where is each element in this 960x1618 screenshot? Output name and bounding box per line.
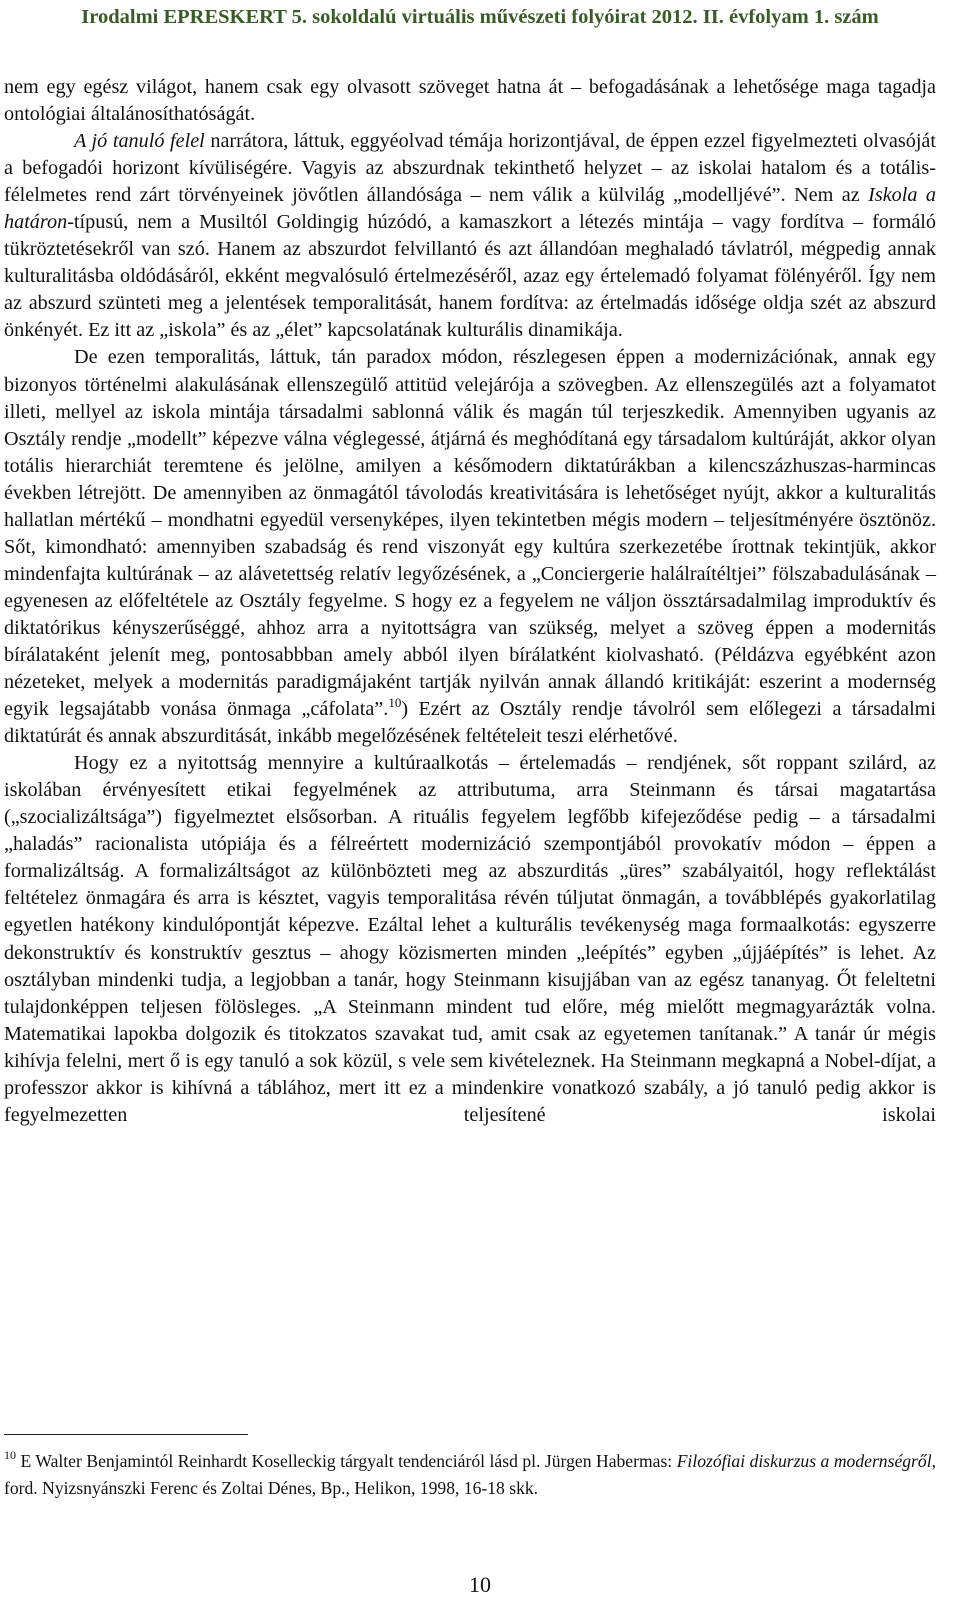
footnote-body: , ford. Nyizsnyánszki Ferenc és Zoltai Dénes, Bp., Helikon, 1998, 16-18 skk. bbox=[4, 1451, 936, 1498]
paragraph-text: De ezen temporalitás, láttuk, tán paradox módon, részlegesen éppen a modernizációnak, annak egy bizonyos történelmi alakulásának ellenszegülő attitüd velejárója a szövegben. Az ellenszegülés azt a folyamatot illeti, mellyel az iskola mintája társadalmi sablonná válik és magán túl terjeszkedik. Amennyiben ugyanis az Osztály rendje „modellt” képezve válna véglegessé, átjárná és meghódítaná egy társadalom kultúráját, akkor olyan totális hierarchiát teremtene és jelölne, amilyen a későmodern diktatúrákban a kilencszázhuszas-harmincas években létrejött. De amennyiben az önmagától távolodás kreativitására is lehetőséget nyújt, akkor a kulturalitás hallatlan mértékű – mondhatni egyedül versenyképes, ilyen tekintetben mégis modern – teljesítményére ösztönöz. Sőt, kimondható: amennyiben szabadság és rend viszonyát egy kultúra szerkezetébe írottnak tekintjük, akkor mindenfajta kultúrának – az alávetettség relatív legyőzésének, a „Conciergerie halálraítéltjei” fölszabadulásának – egyenesen az előfeltétele az Osztály fegyelme. S hogy ez a fegyelem ne váljon össztársadalmilag improduktív és diktatórikus kényszerűséggé, ahhoz arra a nyitottságra van szükség, melyet a szöveg éppen a modernitás bírálataként jelenít meg, pontosabbban amely abból ilyen bírálatként kiolvasható. (Példázva egyébként azon nézeteket, melyek a modernitás paradigmájaként tartják nyilván annak állandó kritikáját: eszerint a modernség egyik legsajátabb vonása önmaga „cáfolata”. bbox=[4, 346, 936, 721]
cited-work-title: Filozófiai diskurzus a modernségről bbox=[676, 1451, 932, 1471]
paragraph-text: Hogy ez a nyitottság mennyire a kultúraalkotás – értelemadás – rendjének, sőt roppant szilárd, az iskolában érvényesített etikai fegyelmének az attributuma, arra Steinmann és társai magatartása („szocializáltsága”) figyelmeztet elsősorban. A rituális fegyelem legfőbb kifejeződése pedig – a társadalmi „haladás” racionalista utópiája és a félreértett modernizáció szempontjából provokatív módon – éppen a formalizáltság. A formalizáltságot az különbözteti meg az abszurditás „üres” szabályaitól, hogy reflektálást feltételez önmagára és arra is késztet, vagyis temporalitása révén túljutat önmagán, a továbblépés gyakorlatilag egyetlen hatékony kindulópontját képezve. Ezáltal lehet a kulturális tevékenység maga formaalkotás: egyszerre dekonstruktív és konstruktív gesztus – ahogy közismerten minden „leépítés” egyben „újjáépítés” is lehet. Az osztályban mindenki tudja, a legjobban a tanár, hogy Steinmann kisujjában van az egész tananyag. Őt feleltetni tulajdonképpen teljesen fölösleges. „A Steinmann mindent tud előre, még mielőtt megmagyarázták volna. Matematikai lapokba dolgozik és titokzatos szavakat tud, amit csak az egyetemen tanítanak.” A tanár úr mégis kihívja felelni, mert ő is egy tanuló a sok közül, s vele sem kivételeznek. Ha Steinmann megkapná a Nobel-díjat, a professzor akkor is kihívná a táblához, mert itt ez a mindenkire vonatkozó szabály, a jó tanuló pedig akkor is fegyelmezetten teljesítené iskolai bbox=[4, 752, 936, 1126]
footnote-divider bbox=[4, 1434, 248, 1435]
paragraph-2 bbox=[4, 128, 936, 344]
paragraph-text: nem egy egész világot, hanem csak egy olvasott szöveget hatna át – befogadásának a lehetősége maga tagadja ontológiai általánosíthatóságát. bbox=[4, 76, 936, 126]
paragraph-1 bbox=[4, 74, 936, 128]
journal-header: Irodalmi EPRESKERT 5. sokoldalú virtuális művészeti folyóirat 2012. II. évfolyam 1. szám bbox=[81, 6, 879, 28]
paragraph-text: narrátora, láttuk, eggyéolvad témája horizontjával, de éppen ezzel figyelmezteti olvasóját a befogadói horizont kívüliségére. Vagyis az abszurdnak tekinthető helyzet – az iskolai hatalom és a totális-félelmetes rend zárt törvényeinek jövőtlen állandósága – nem válik a külvilág „modelljévé”. Nem az bbox=[4, 130, 936, 207]
page-number: 10 bbox=[469, 1572, 491, 1597]
work-title: A jó tanuló felel bbox=[74, 130, 205, 153]
footnote-reference[interactable]: 10 bbox=[388, 695, 402, 711]
footnote-text bbox=[4, 1448, 936, 1502]
article-body bbox=[4, 74, 936, 1129]
paragraph-text: -típusú, nem a Musiltól Goldingig húzódó, a kamaszkort a létezés mintája – vagy fordítva – formáló tükröztetésekről van szó. Hanem az abszurdot felvillantó és azt állandóan meghaladó távlatról, mégpedig annak kulturalitásba oldódásáról, ekként megvalósuló értelmezéséről, azaz egy értelemadó folyamat fölényéről. Így nem az abszurd szünteti meg a jelentések temporalitását, hanem fordítva: az értelmadás idősége oldja szét az abszurd önkényét. Ez itt az „iskola” és az „élet” kapcsolatának kulturális dinamikája. bbox=[4, 211, 936, 342]
footnote-body: E Walter Benjamintól Reinhardt Koselleckig tárgyalt tendenciáról lásd pl. Jürgen Habermas: bbox=[16, 1451, 677, 1471]
paragraph-text: ) Ezért az Osztály rendje távolról sem előlegezi a társadalmi diktatúrát és annak abszurditását, inkább megelőzésének feltételeit teszi elérhetővé. bbox=[4, 698, 936, 748]
footnote-number: 10 bbox=[4, 1448, 16, 1462]
paragraph-4 bbox=[4, 750, 936, 1129]
paragraph-3 bbox=[4, 344, 936, 750]
footnote bbox=[4, 1448, 936, 1502]
work-title: Iskola a határon bbox=[4, 184, 937, 234]
